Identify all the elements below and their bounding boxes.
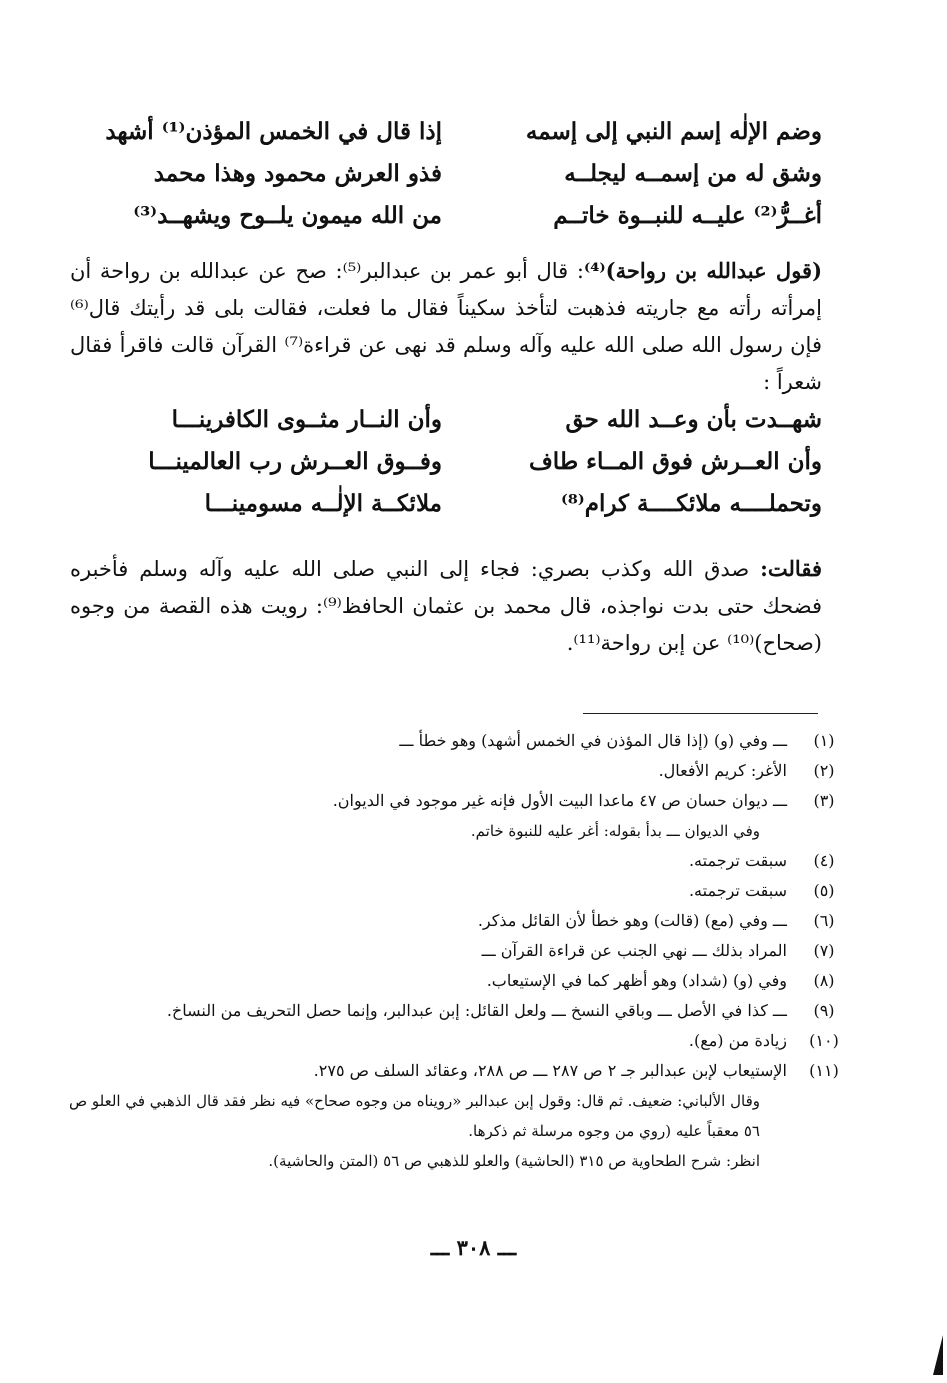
footnote xyxy=(60,936,845,966)
footnote-text: زيادة من (مع). xyxy=(688,1031,787,1050)
footnote-separator xyxy=(583,713,818,714)
hemistich: أغــرُّ⁽²⁾ عليــه للنبــوة خاتــم xyxy=(553,202,822,229)
hemistich: فذو العرش محمود وهذا محمد xyxy=(153,160,442,187)
paragraph-lead: (قول عبدالله بن رواحة)⁽⁴⁾ xyxy=(583,258,823,283)
page-corner-mark xyxy=(933,1335,943,1375)
footnote xyxy=(60,906,845,936)
footnote-text: الإستيعاب لإبن عبدالبر جـ ٢ ص ٢٨٧ ـــ ص ٢٨٨، وعقائد السلف ص ٢٧٥. xyxy=(313,1061,787,1080)
footnotes xyxy=(60,726,845,1176)
hemistich: شهــدت بأن وعــد الله حق xyxy=(565,406,822,433)
hemistich: وشق له من إسمــه ليجلــه xyxy=(564,160,822,187)
footnote-number: (١) xyxy=(813,731,835,750)
footnote-number: (٥) xyxy=(813,881,835,900)
hemistich: ملائكــة الإلٰــه مسومينـــا xyxy=(204,490,442,517)
page-number: ـــ ٣٠٨ ـــ xyxy=(430,1235,517,1260)
footnote-continuation xyxy=(60,1086,845,1146)
paragraph-text: : قال أبو عمر بن عبدالبر⁽⁵⁾: صح عن عبدالله بن رواحة أن إمرأته رأته مع جاريته فذهبت لتأخذ سكيناً فقال ما فعلت، فقالت بلى قد رأيتك قال⁽⁶⁾ فإن رسول الله صلى الله عليه وآله وسلم قد نهى عن قراءة⁽⁷⁾ القرآن قالت فاقرأ فقال شعراً : xyxy=(70,259,822,394)
footnote-continuation xyxy=(60,816,845,846)
hemistich: من الله ميمون يلــوح ويشهــد⁽³⁾ xyxy=(133,202,442,229)
poem-1-verse-1 xyxy=(70,112,822,154)
hemistich: إذا قال في الخمس المؤذن⁽¹⁾ أشهد xyxy=(105,118,442,145)
hemistich: وضم الإلٰه إسم النبي إلى إسمه xyxy=(525,118,822,145)
footnote-continuation xyxy=(60,1146,845,1176)
footnote xyxy=(60,996,845,1026)
footnote xyxy=(60,756,845,786)
hemistich: وأن النــار مثــوى الكافرينـــا xyxy=(171,406,442,433)
footnote xyxy=(60,1026,845,1056)
poem-2-verse-3 xyxy=(70,484,822,526)
paragraph-2 xyxy=(70,550,822,662)
footnote xyxy=(60,1056,845,1086)
poem-1-verse-3 xyxy=(70,196,822,238)
footnote xyxy=(60,876,845,906)
poem-2 xyxy=(70,400,822,526)
poem-2-verse-2 xyxy=(70,442,822,484)
footnote-text: ـــ وفي (مع) (قالت) وهو خطأ لأن القائل مذكر. xyxy=(477,911,787,930)
footnote-text: سبقت ترجمته. xyxy=(688,851,787,870)
footnote-number: (٤) xyxy=(813,851,835,870)
footnote-text: وقال الألباني: ضعيف. ثم قال: وقول إبن عبدالبر «رويناه من وجوه صحاح» فيه نظر فقد قال الذهبي في العلو ص ٥٦ معقباً عليه (روي من وجوه مرسلة ثم ذكرها. xyxy=(69,1092,760,1140)
footnote xyxy=(60,726,845,756)
footnote-text: المراد بذلك ـــ نهي الجنب عن قراءة القرآن ـــ xyxy=(481,941,787,960)
footnote-text: الأغر: كريم الأفعال. xyxy=(658,761,787,780)
footnote-text: وفي (و) (شداد) وهو أظهر كما في الإستيعاب. xyxy=(486,971,787,990)
poem-2-verse-1 xyxy=(70,400,822,442)
footnote xyxy=(60,966,845,996)
footnote-number: (٦) xyxy=(813,911,835,930)
paragraph-lead: فقالت: xyxy=(760,556,822,581)
footnote xyxy=(60,786,845,816)
footnote-text: ـــ كذا في الأصل ـــ وباقي النسخ ـــ ولعل القائل: إبن عبدالبر، وإنما حصل التحريف من النساخ. xyxy=(166,1001,787,1020)
footnote-text: وفي الديوان ـــ بدأ بقوله: أغر عليه للنبوة خاتم. xyxy=(470,822,760,840)
hemistich: وفــوق العــرش رب العالمينـــا xyxy=(148,448,442,475)
footnote-text: ـــ ديوان حسان ص ٤٧ ماعدا البيت الأول فإنه غير موجود في الديوان. xyxy=(332,791,787,810)
footnote-number: (٩) xyxy=(813,1001,835,1020)
footnote-text: ـــ وفي (و) (إذا قال المؤذن في الخمس أشهد) وهو خطأ ـــ xyxy=(399,731,787,750)
hemistich: وتحملــــه ملائكــــة كرام⁽⁸⁾ xyxy=(560,490,822,517)
paragraph-1 xyxy=(70,252,822,401)
footnote-number: (٧) xyxy=(813,941,835,960)
footnote-number: (١١) xyxy=(809,1061,839,1080)
footnote-number: (٢) xyxy=(813,761,835,780)
footnote-number: (٣) xyxy=(813,791,835,810)
footnote-number: (٨) xyxy=(813,971,835,990)
paragraph-text: صدق الله وكذب بصري: فجاء إلى النبي صلى الله عليه وآله وسلم فأخبره فضحك حتى بدت نواجذه، قال محمد بن عثمان الحافظ⁽⁹⁾: رويت هذه القصة من وجوه (صحاح)⁽¹⁰⁾ عن إبن رواحة⁽¹¹⁾. xyxy=(70,557,822,655)
footnote-text: انظر: شرح الطحاوية ص ٣١٥ (الحاشية) والعلو للذهبي ص ٥٦ (المتن والحاشية). xyxy=(268,1152,760,1170)
footnote xyxy=(60,846,845,876)
hemistich: وأن العــرش فوق المــاء طاف xyxy=(528,448,822,475)
poem-1 xyxy=(70,112,822,238)
footnote-text: سبقت ترجمته. xyxy=(688,881,787,900)
poem-1-verse-2 xyxy=(70,154,822,196)
footnote-number: (١٠) xyxy=(809,1031,839,1050)
